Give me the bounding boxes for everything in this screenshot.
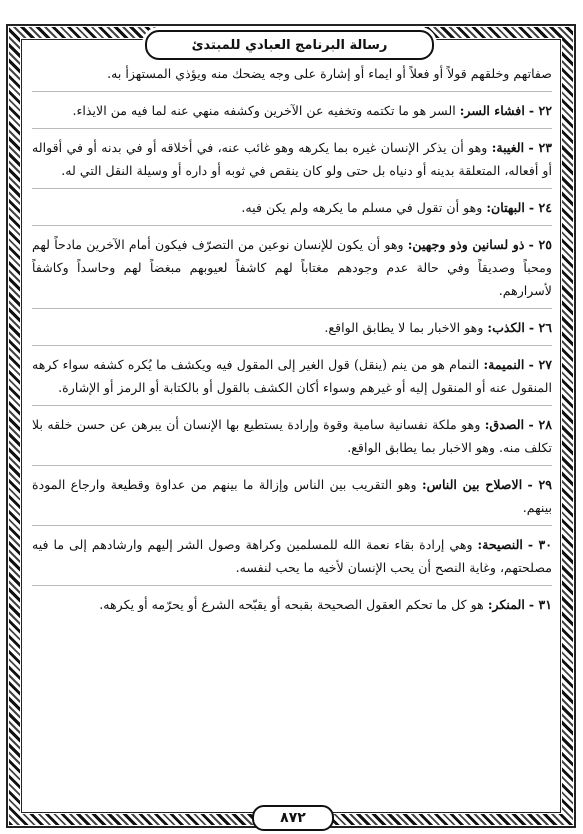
entry-paragraph [32, 533, 552, 586]
entry-text: النمام هو من ينم (ينقل) قول الغير إلى المقول فيه ويكشف ما يُكره كشفه سواء كرهه المنقول عنه أو المنقول إليه أو غيرهم وسواء أكان الكشف بالقول أو بالكتابة أو الرمز أو الإشارة. [32, 357, 552, 395]
entry-text: وهو أن تقول في مسلم ما يكرهه ولم يكن فيه. [241, 200, 483, 215]
entry-term: ذو لسانين وذو وجهين: [407, 237, 525, 252]
page-content [32, 62, 552, 629]
entry-paragraph [32, 233, 552, 309]
entries-list [32, 99, 552, 622]
entry-text: السر هو ما تكتمه وتخفيه عن الآخرين وكشفه منهي عنه لما فيه من الايذاء. [72, 103, 456, 118]
entry-text: وهو أن يذكر الإنسان غيره بما يكرهه وهو غائب عنه، في أخلاقه أو في بدنه أو في أقواله أو أفعاله، المتعلقة بدينه أو دنياه بل حتى ولو كان ينقص في ثوبه أو داره أو وسيلة النقل التي له. [32, 140, 552, 178]
page-number-box [252, 805, 334, 831]
intro-text: صفاتهم وخلقهم قولاً أو فعلاً أو ايماء أو إشارة على وجه يضحك منه ويؤذي المستهزأ به. [107, 66, 552, 81]
intro-paragraph [32, 62, 552, 92]
entry-number: ٣٠ - [527, 537, 552, 552]
entry-paragraph [32, 473, 552, 526]
entry-term: الصدق: [484, 417, 525, 432]
header-banner [145, 30, 434, 60]
entry-number: ٢٣ - [528, 140, 552, 155]
entry-text: هو كل ما تحكم العقول الصحيحة بقبحه أو يقبّحه الشرع أو يحرّمه أو يكرهه. [99, 597, 484, 612]
entry-text: وهو الاخبار بما لا يطابق الواقع. [324, 320, 484, 335]
page-number: ٨٧٢ [280, 810, 306, 826]
entry-term: البهتان: [486, 200, 525, 215]
entry-number: ٢٦ - [528, 320, 552, 335]
entry-number: ٢٤ - [528, 200, 552, 215]
entry-text: وهو التقريب بين الناس وإزالة ما بينهم من عداوة وقطيعة وارجاع المودة بينهم. [32, 477, 552, 515]
entry-paragraph [32, 196, 552, 226]
entry-paragraph [32, 316, 552, 346]
entry-paragraph [32, 99, 552, 129]
entry-number: ٣١ - [528, 597, 552, 612]
entry-number: ٢٢ - [528, 103, 552, 118]
entry-term: النميمة: [483, 357, 525, 372]
entry-paragraph [32, 136, 552, 189]
entry-text: وهو أن يكون للإنسان نوعين من التصرّف فيكون أمام الآخرين مادحاً لهم ومحباً وصديقاً وفي حالة عدم وجودهم مغتاباً لهم كاشفاً لعيوبهم مبغضاً لهم وحاسداً وكاشفاً لأسرارهم. [32, 237, 552, 298]
entry-number: ٢٨ - [528, 417, 552, 432]
entry-term: الغيبة: [491, 140, 525, 155]
entry-text: وهو ملكة نفسانية سامية وقوة وإرادة يستطيع بها الإنسان أن يبرهن عن حسن خلقه بلا تكلف منه. وهو الاخبار بما يطابق الواقع. [32, 417, 552, 455]
entry-term: المنكر: [487, 597, 525, 612]
entry-term: افشاء السر: [459, 103, 525, 118]
entry-term: النصيحة: [477, 537, 523, 552]
entry-paragraph [32, 353, 552, 406]
entry-text: وهي إرادة بقاء نعمة الله للمسلمين وكراهة وصول الشر إليهم وارشادهم إلى ما فيه مصلحتهم، وغاية النصح أن يحب الإنسان لأخيه ما يحب لنفسه. [32, 537, 552, 575]
header-title: رسالة البرنامج العبادي للمبتدئ [191, 37, 388, 53]
entry-number: ٢٧ - [528, 357, 552, 372]
entry-term: الكذب: [487, 320, 525, 335]
entry-paragraph [32, 593, 552, 622]
entry-number: ٢٩ - [527, 477, 552, 492]
entry-term: الاصلاح بين الناس: [421, 477, 523, 492]
entry-number: ٢٥ - [528, 237, 552, 252]
entry-paragraph [32, 413, 552, 466]
